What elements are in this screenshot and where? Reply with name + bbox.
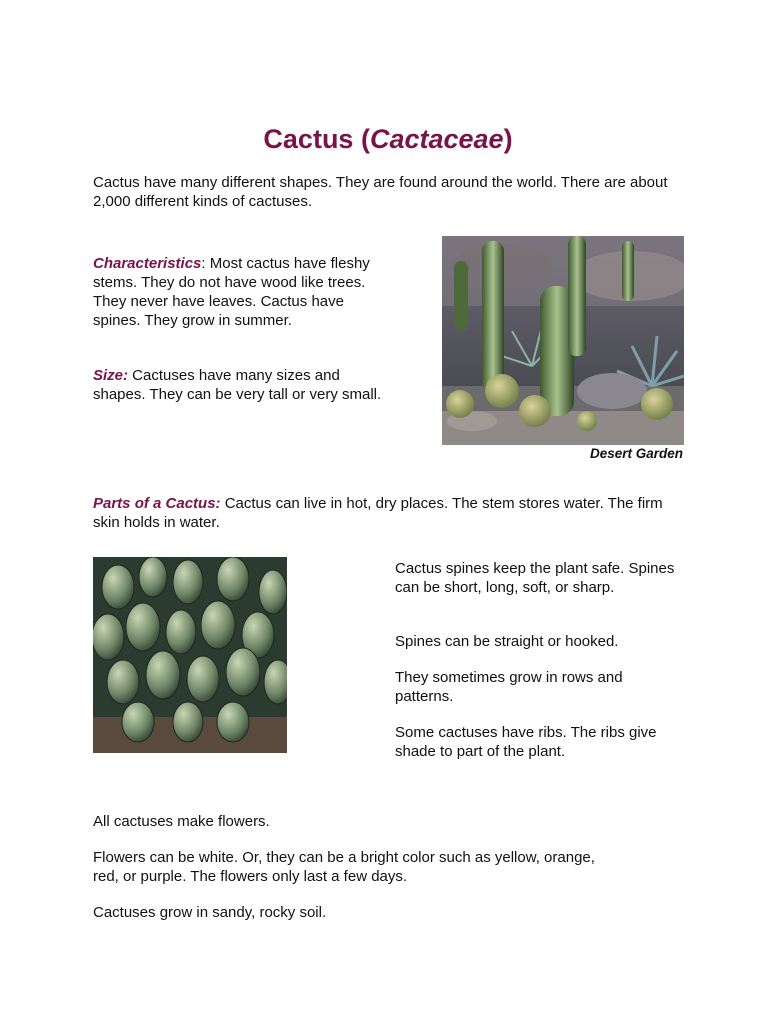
flowers-paragraph-3: Cactuses grow in sandy, rocky soil. [93, 904, 327, 921]
characteristics-text: : Most cactus have fleshy stems. They do not have wood like trees. They never have leaves. Cactus have spines. They grow in summer. [93, 255, 370, 329]
photo-caption: Desert Garden [589, 446, 683, 461]
spines-paragraph-2: Spines can be straight or hooked. [395, 633, 619, 650]
prickly-pear-photo [93, 557, 287, 753]
characteristics-paragraph [93, 254, 393, 330]
intro-paragraph: Cactus have many different shapes. They are found around the world. There are about 2,000 different kinds of cactuses. [93, 174, 668, 210]
size-label: Size: [93, 367, 129, 384]
characteristics-label: Characteristics [93, 255, 202, 272]
size-text: Cactuses have many sizes and shapes. They can be very tall or very small. [93, 367, 382, 403]
desert-garden-illustration [442, 236, 684, 445]
parts-text: Cactus can live in hot, dry places. The stem stores water. The firm skin holds in water. [93, 495, 663, 531]
desert-garden-photo [442, 236, 684, 445]
parts-paragraph [93, 494, 693, 532]
flowers-paragraph-1: All cactuses make flowers. [93, 813, 270, 830]
spines-paragraph-4: Some cactuses have ribs. The ribs give shade to part of the plant. [395, 724, 657, 760]
page-title: Cactus (Cactaceae) [263, 124, 513, 154]
parts-label: Parts of a Cactus: [93, 495, 221, 512]
flowers-paragraph-2: Flowers can be white. Or, they can be a bright color such as yellow, orange, red, or purple. The flowers only last a few days. [93, 849, 595, 885]
spines-paragraph-1: Cactus spines keep the plant safe. Spines can be short, long, soft, or sharp. [395, 560, 675, 596]
prickly-pear-illustration [93, 557, 287, 753]
size-paragraph [93, 366, 393, 404]
spines-paragraph-3: They sometimes grow in rows and patterns. [395, 669, 623, 705]
